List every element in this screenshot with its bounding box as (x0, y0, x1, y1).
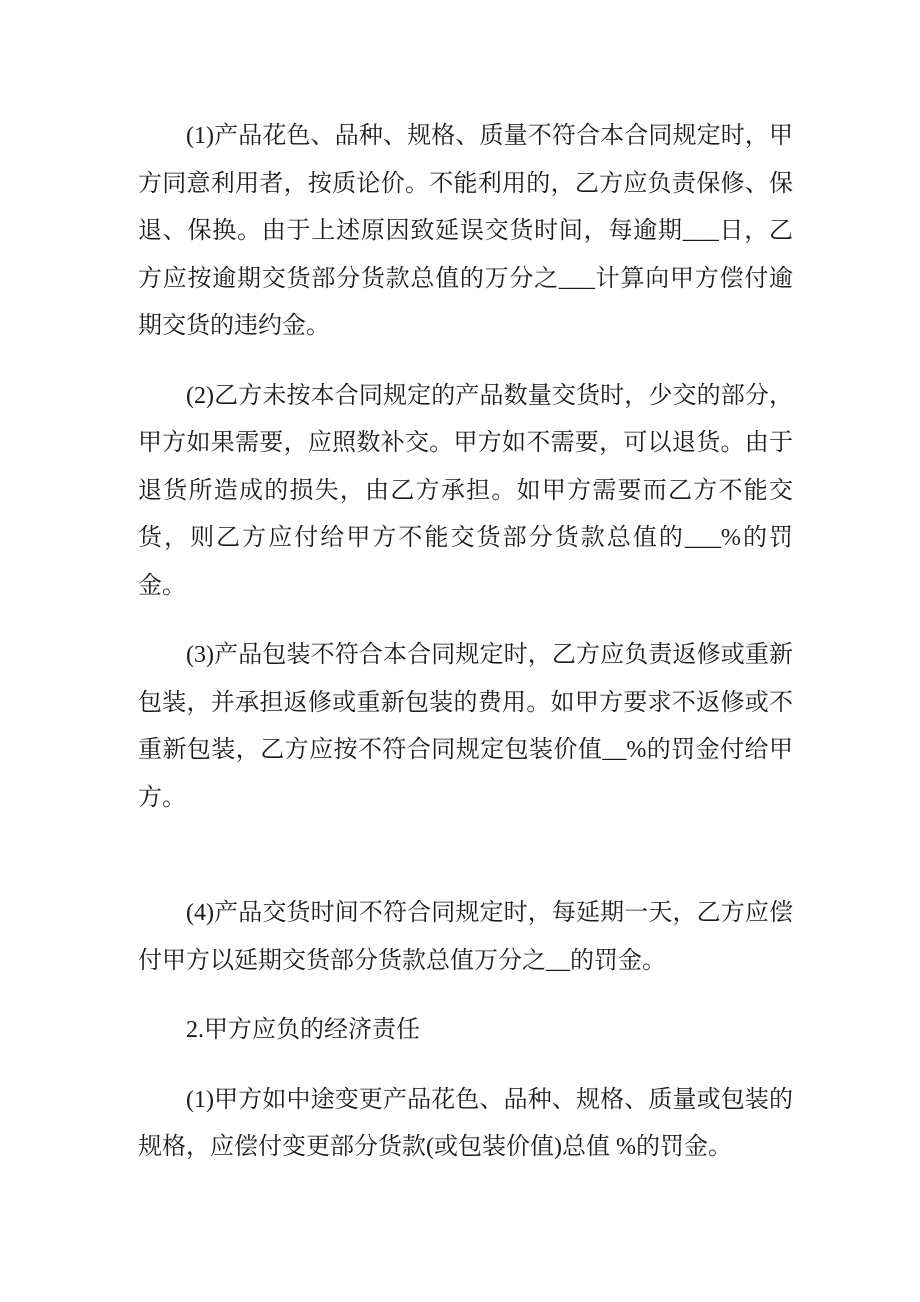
blank-line (138, 844, 793, 890)
document-body (138, 113, 793, 1172)
paragraph-clause-2-1: (1)甲方如中途变更产品花色、品种、规格、质量或包装的规格，应偿付变更部分货款(或包装价值)总值 %的罚金。 (138, 1086, 793, 1160)
paragraph-clause-1-1: (1)产品花色、品种、规格、质量不符合本合同规定时，甲方同意利用者，按质论价。不能利用的，乙方应负责保修、保退、保换。由于上述原因致延误交货时间，每逾期___日，乙方应按逾期交货部分货款总值的万分之___计算向甲方偿付逾期交货的违约金。 (138, 123, 793, 339)
paragraph-clause-1-2: (2)乙方未按本合同规定的产品数量交货时，少交的部分，甲方如果需要，应照数补交。甲方如不需要，可以退货。由于退货所造成的损失，由乙方承担。如甲方需要而乙方不能交货，则乙方应付给甲方不能交货部分货款总值的___%的罚金。 (138, 382, 793, 599)
paragraph-clause-1-3: (3)产品包装不符合本合同规定时，乙方应负责返修或重新包装，并承担返修或重新包装的费用。如甲方要求不返修或不重新包装，乙方应按不符合同规定包装价值__%的罚金付给甲方。 (138, 642, 793, 811)
paragraph-clause-1-4: (4)产品交货时间不符合同规定时，每延期一天，乙方应偿付甲方以延期交货部分货款总值万分之__的罚金。 (138, 900, 793, 974)
section-heading-2: 2.甲方应负的经济责任 (186, 1017, 420, 1043)
